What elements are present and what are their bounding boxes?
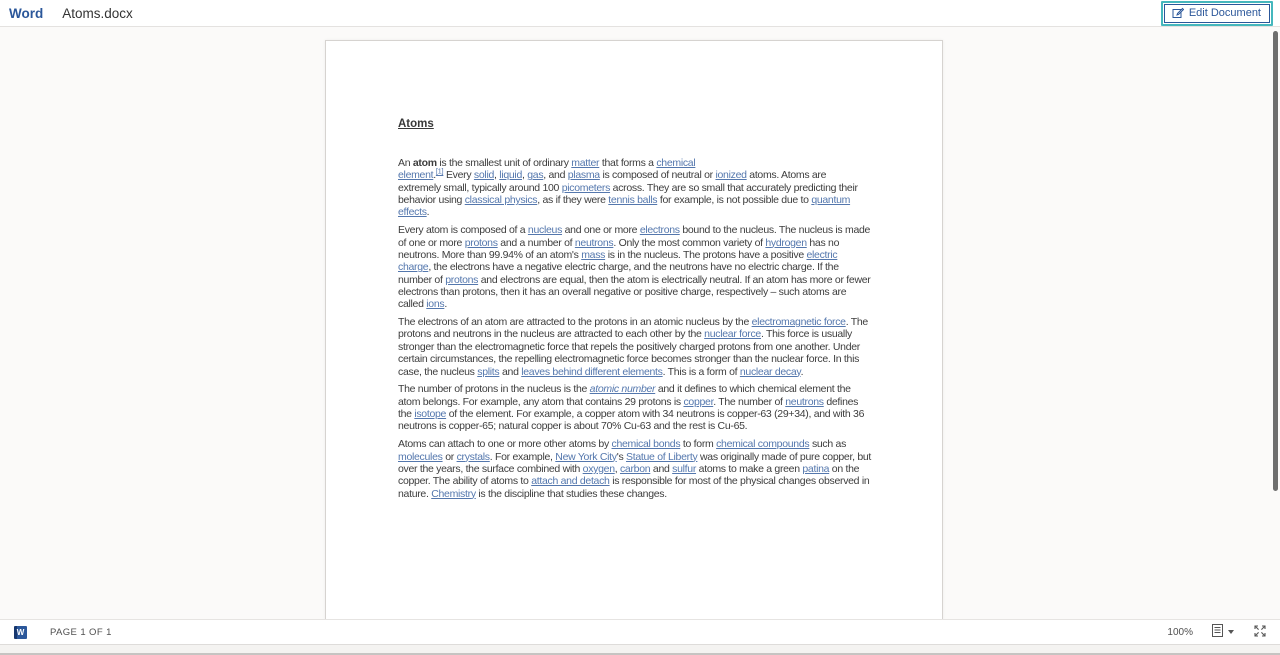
- document-link[interactable]: carbon: [619, 462, 651, 475]
- footnote-link[interactable]: [1]: [435, 166, 444, 176]
- document-link[interactable]: plasma: [567, 169, 600, 182]
- document-link[interactable]: Chemistry: [431, 487, 476, 500]
- paragraph: The number of protons in the nucleus is the atomic number and it defines to which chemical element the atom belongs. For example, any atom that contains 29 protons is copper. The number of neutrons defines the isotope of the element. For example, a copper atom with 34 neutrons is copper-63 (29+34), and with 36 neutrons is copper-65; natural copper is about 70% Cu-63 and the rest is Cu-65.: [398, 383, 865, 433]
- page-zoom-icon: [1212, 624, 1223, 640]
- document-link[interactable]: solid: [473, 169, 495, 182]
- document-body: [398, 157, 871, 500]
- document-link[interactable]: patina: [802, 462, 830, 475]
- document-link[interactable]: nucleus: [527, 224, 563, 237]
- edit-document-icon: [1172, 7, 1184, 19]
- document-link[interactable]: picometers: [561, 181, 611, 194]
- document-link[interactable]: ionized: [715, 169, 747, 182]
- document-page: [325, 40, 943, 619]
- document-link[interactable]: Statue of Liberty: [626, 450, 698, 463]
- document-link[interactable]: tennis balls: [608, 194, 658, 207]
- paragraph: Atoms can attach to one or more other atoms by chemical bonds to form chemical compounds such as molecules or crystals. For example, New York City's Statue of Liberty was originally made of pure copper, but over the years, the surface combined with oxygen, carbon and sulfur atoms to make a green patina on the copper. The ability of atoms to attach and detach is responsible for most of the physical changes observed in nature. Chemistry is the discipline that studies these changes.: [398, 438, 872, 500]
- document-link[interactable]: chemical compounds: [716, 438, 810, 451]
- document-link[interactable]: atomic number: [589, 383, 656, 396]
- paragraph: Every atom is composed of a nucleus and one or more electrons bound to the nucleus. The nucleus is made of one or more protons and a number of neutrons. Only the most common variety of hydrogen has no neutrons. More than 99.94% of an atom's mass is in the nucleus. The protons have a positive electric charge, the electrons have a negative electric charge, and the neutrons have no electric charge. If the number of protons and electrons are equal, then the atom is electrically neutral. If an atom has more or fewer electrons than protons, then it has an overall negative or positive charge, respectively – such atoms are called ions.: [398, 224, 871, 311]
- document-link[interactable]: chemical: [656, 157, 696, 169]
- bold-text: atom: [412, 157, 437, 169]
- app-header: [0, 0, 1280, 27]
- page-count-status: PAGE 1 OF 1: [50, 626, 112, 638]
- document-link[interactable]: liquid: [499, 169, 522, 182]
- document-link[interactable]: nuclear force: [704, 328, 761, 341]
- document-link[interactable]: quantum effects: [398, 194, 851, 219]
- vertical-scrollbar-track[interactable]: [1271, 28, 1280, 618]
- edit-document-button[interactable]: [1164, 4, 1270, 23]
- document-heading: Atoms: [398, 118, 434, 130]
- document-link[interactable]: oxygen: [582, 462, 615, 475]
- document-link[interactable]: neutrons: [785, 395, 824, 408]
- document-link[interactable]: attach and detach: [531, 475, 610, 488]
- paragraph: The electrons of an atom are attracted to the protons in an atomic nucleus by the electromagnetic force. The protons and neutrons in the nucleus are attracted to each other by the nuclear force. This force is usually stronger than the electromagnetic force that repels the positively charged protons from one another. Under certain circumstances, the repelling electromagnetic force becomes stronger than the nuclear force. In this case, the nucleus splits and leaves behind different elements. This is a form of nuclear decay.: [398, 316, 868, 378]
- document-link[interactable]: copper: [683, 395, 714, 408]
- document-link[interactable]: gas: [527, 169, 544, 182]
- status-bar-right: [1167, 622, 1280, 642]
- document-link[interactable]: isotope: [414, 408, 447, 421]
- chevron-down-icon: [1228, 630, 1234, 634]
- zoom-level-value[interactable]: 100%: [1167, 626, 1193, 638]
- document-link[interactable]: molecules: [398, 450, 443, 463]
- document-file-name: Atoms.docx: [62, 5, 133, 21]
- document-link[interactable]: protons: [445, 273, 479, 286]
- word-app-icon: W: [14, 626, 27, 639]
- document-link[interactable]: matter: [571, 157, 600, 169]
- document-link[interactable]: nuclear decay: [739, 365, 801, 378]
- fullscreen-toggle-button[interactable]: [1252, 623, 1268, 642]
- paragraph: An atom is the smallest unit of ordinary matter that forms a chemical element.[1] Every solid, liquid, gas, and plasma is composed of neutral or ionized atoms. Atoms are extremely small, typically around 100 picometers across. They are so small that accurately predicting their behavior using classical physics, as if they were tennis balls for example, is not possible due to quantum effects.: [398, 157, 858, 219]
- footnote-marker: [436, 167, 443, 176]
- document-link[interactable]: electrons: [639, 224, 680, 237]
- document-link[interactable]: element: [398, 169, 434, 182]
- document-link[interactable]: splits: [477, 365, 500, 378]
- edit-document-label: Edit Document: [1188, 6, 1261, 19]
- status-bar: [0, 619, 1280, 644]
- document-link[interactable]: hydrogen: [765, 236, 807, 249]
- document-link[interactable]: electric charge: [398, 248, 838, 274]
- document-viewport: [0, 27, 1280, 619]
- bottom-edge-strip: [0, 644, 1280, 655]
- document-link[interactable]: classical physics: [464, 194, 538, 207]
- fullscreen-arrows-icon: [1254, 625, 1266, 640]
- document-link[interactable]: leaves behind different elements: [521, 365, 663, 378]
- document-link[interactable]: mass: [581, 248, 606, 261]
- document-link[interactable]: electromagnetic force: [751, 316, 846, 329]
- document-link[interactable]: neutrons: [574, 236, 614, 249]
- document-link[interactable]: chemical bonds: [611, 438, 681, 451]
- document-link[interactable]: crystals: [456, 450, 490, 463]
- vertical-scrollbar-thumb[interactable]: [1273, 31, 1278, 491]
- document-link[interactable]: New York City: [555, 450, 617, 463]
- document-link[interactable]: protons: [464, 236, 498, 249]
- edit-document-highlight-box: [1161, 1, 1273, 26]
- document-link[interactable]: sulfur: [672, 462, 697, 475]
- page-content: [326, 41, 943, 500]
- document-link[interactable]: ions: [426, 298, 445, 311]
- word-logo: Word: [9, 5, 44, 21]
- zoom-options-button[interactable]: [1210, 622, 1236, 642]
